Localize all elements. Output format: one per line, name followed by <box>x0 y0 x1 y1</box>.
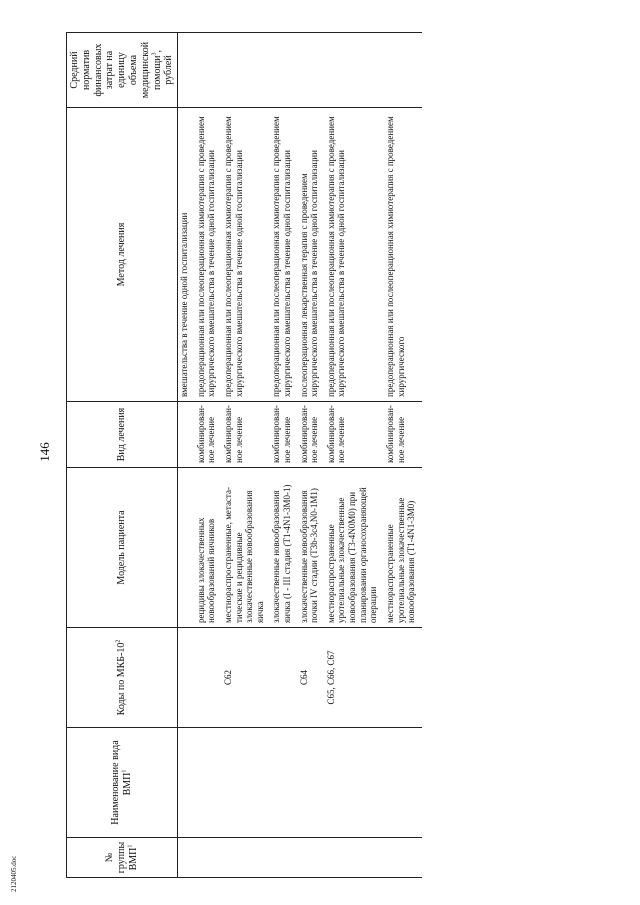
cell-cost-norm <box>384 33 422 108</box>
header-row <box>67 33 178 878</box>
cell-treatment-type <box>178 402 195 468</box>
header-text: Коды по МКБ-10 <box>116 642 128 716</box>
cell-treatment-type: комбинирован-ное лечение <box>298 402 325 468</box>
cell-vmp-name <box>384 728 422 838</box>
cell-treatment-method: предоперационная или послеоперационная химиотерапия с проведением хирургического вмешательства в течение одной госпитализации <box>195 108 222 402</box>
cell-patient-model: местнораспространенные уротелиальные злокачественные новообразования (T3-4N0M0) при планировании органосохраняющей операции <box>325 468 384 628</box>
table-row <box>222 33 270 878</box>
treatment-table <box>66 32 422 878</box>
cell-group-number <box>298 838 325 878</box>
cell-group-number <box>325 838 384 878</box>
cell-treatment-type: комбинирован-ное лечение <box>195 402 222 468</box>
cell-cost-norm <box>298 33 325 108</box>
page-number: 146 <box>37 442 52 462</box>
cell-vmp-name <box>325 728 384 838</box>
cell-treatment-method: предоперационная или послеоперационная химиотерапия с проведением хирургического вмешательства в течение одной госпитализации <box>270 108 297 402</box>
cell-vmp-name <box>178 728 195 838</box>
cell-treatment-method: предоперационная или послеоперационная химиотерапия с проведением хирургического вмешательства в течение одной госпитализации <box>222 108 270 402</box>
header-text-tail: , рублей <box>151 49 175 85</box>
cell-cost-norm <box>325 33 384 108</box>
header-icd-codes <box>67 628 178 728</box>
header-group-number <box>67 838 178 878</box>
cell-icd-code <box>195 628 222 728</box>
header-vmp-name <box>67 728 178 838</box>
cell-treatment-method: вмешательства в течение одной госпитализации <box>178 108 195 402</box>
cell-icd-code: C65, C66, C67 <box>325 628 384 728</box>
cell-patient-model: рецидивы злокачественных новообразований яичников <box>195 468 222 628</box>
cell-vmp-name <box>270 728 297 838</box>
header-text: № группы ВМП <box>104 841 139 874</box>
table-row <box>298 33 325 878</box>
footnote-marker: 1 <box>127 844 134 848</box>
header-patient-model <box>67 468 178 628</box>
cell-group-number <box>384 838 422 878</box>
header-treatment-type <box>67 402 178 468</box>
cell-treatment-type: комбинирован-ное лечение <box>384 402 422 468</box>
cell-group-number <box>270 838 297 878</box>
cell-vmp-name <box>298 728 325 838</box>
footnote-marker: 1 <box>121 769 128 773</box>
cell-icd-code: C64 <box>298 628 325 728</box>
table-row <box>195 33 222 878</box>
cell-icd-code <box>178 628 195 728</box>
table-row <box>325 33 384 878</box>
treatment-table-container <box>66 33 576 878</box>
cell-icd-code <box>384 628 422 728</box>
header-text: Наименование вида ВМП <box>110 740 134 825</box>
cell-treatment-method: предоперационная или послеоперационная химиотерапия с проведением хирургического вмешательства в течение одной госпитализации <box>325 108 384 402</box>
table-body <box>178 33 422 878</box>
cell-icd-code: C62 <box>222 628 270 728</box>
cell-patient-model: местнораспространенные уротелиальные злокачественные новообразования (T1-4N1-3M0) <box>384 468 422 628</box>
header-text: Модель пациента <box>116 510 128 585</box>
footnote-marker: 2 <box>115 639 122 643</box>
cell-vmp-name <box>222 728 270 838</box>
table-header <box>67 33 178 878</box>
footnote-marker: 3 <box>151 52 158 56</box>
cell-icd-code <box>270 628 297 728</box>
cell-cost-norm <box>270 33 297 108</box>
cell-treatment-type: комбинирован-ное лечение <box>325 402 384 468</box>
cell-treatment-method: предоперационная или послеоперационная химиотерапия с проведением хирургического <box>384 108 422 402</box>
footer-filename: 2120405.doc <box>10 855 18 892</box>
table-row <box>384 33 422 878</box>
cell-cost-norm <box>178 33 195 108</box>
header-text: Метод лечения <box>116 222 128 287</box>
cell-group-number <box>178 838 195 878</box>
header-treatment-method <box>67 108 178 402</box>
cell-treatment-type: комбинирован-ное лечение <box>222 402 270 468</box>
cell-treatment-method: послеоперационная лекарственная терапия с проведением хирургического вмешательства в течение одной госпитализации <box>298 108 325 402</box>
table-row <box>178 33 195 878</box>
cell-cost-norm <box>222 33 270 108</box>
header-cost-norm <box>67 33 178 108</box>
cell-patient-model: местнораспространенные, метаста-тические и рецидивные злокачественные новообразования яичка <box>222 468 270 628</box>
cell-patient-model: злокачественные новообразования яичка (I - III стадия (T1-4N1-3M0-1) <box>270 468 297 628</box>
header-text: Средний норматив финансовых затрат на единицу объема медицинской помощи <box>69 41 163 99</box>
cell-vmp-name <box>195 728 222 838</box>
cell-treatment-type: комбинирован-ное лечение <box>270 402 297 468</box>
header-text: Вид лечения <box>116 407 128 462</box>
cell-group-number <box>195 838 222 878</box>
table-row <box>270 33 297 878</box>
cell-patient-model: злокачественные новообразования почки IV стадии (T3b-3c4,N0-1M1) <box>298 468 325 628</box>
cell-group-number <box>222 838 270 878</box>
cell-patient-model <box>178 468 195 628</box>
cell-cost-norm <box>195 33 222 108</box>
